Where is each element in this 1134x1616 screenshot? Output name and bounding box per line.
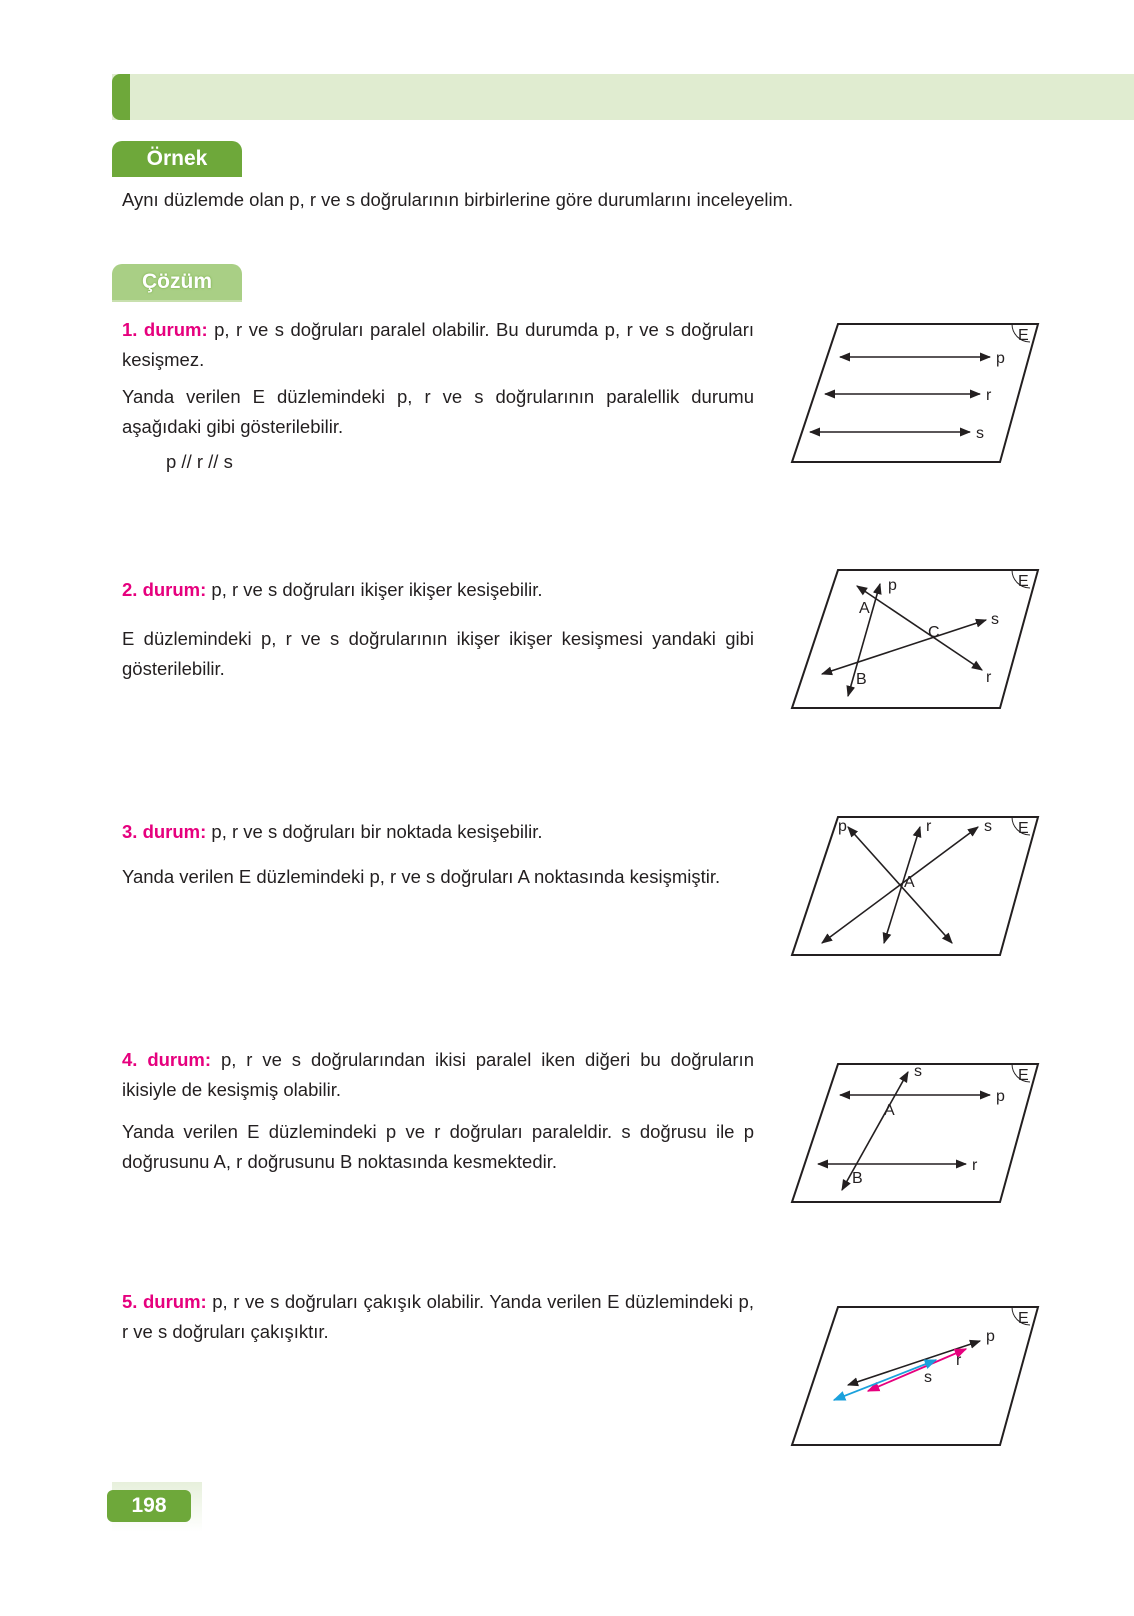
plane-e	[792, 817, 1038, 955]
page-number: 198	[107, 1490, 191, 1522]
line-r-label: r	[986, 387, 992, 404]
header-band-accent	[112, 74, 130, 120]
case-4-text	[122, 1045, 754, 1105]
case-2-text	[122, 575, 754, 605]
line-p-label: p	[996, 1088, 1005, 1105]
line-p-label: p	[838, 818, 847, 835]
figure-case-4	[790, 1062, 1040, 1207]
case-5-text	[122, 1287, 754, 1347]
figure-case-3	[790, 815, 1040, 960]
line-s-label: s	[984, 818, 992, 835]
case-3-statement: p, r ve s doğruları bir noktada kesişebilir.	[206, 821, 543, 842]
line-p-label: p	[986, 1328, 995, 1345]
case-1-description: Yanda verilen E düzlemindeki p, r ve s doğrularının paralellik durumu aşağıdaki gibi gösterilebilir.	[122, 386, 754, 437]
line-r-label: r	[926, 818, 932, 835]
case-5-statement: p, r ve s doğruları çakışık olabilir. Yanda verilen E düzlemindeki p, r ve s doğruları çakışıktır.	[122, 1291, 754, 1342]
line-s-label: s	[914, 1063, 922, 1080]
example-text: Aynı düzlemde olan p, r ve s doğrularının birbirlerine göre durumlarını inceleyelim.	[122, 189, 794, 210]
case-1-notation: p // r // s	[166, 451, 233, 472]
line-s-label: s	[991, 611, 999, 628]
solution-underline	[112, 300, 242, 302]
case-4-label: 4. durum:	[122, 1049, 212, 1070]
point-a-label: A	[884, 1102, 895, 1119]
plane-e	[792, 570, 1038, 708]
case-2-description: E düzlemindeki p, r ve s doğrularının ikişer ikişer kesişmesi yandaki gibi gösterilebilir.	[122, 628, 754, 679]
plane-e-label: E	[1018, 573, 1029, 590]
line-r-label: r	[972, 1157, 978, 1174]
line-s	[822, 620, 986, 674]
plane-e	[792, 1307, 1038, 1445]
plane-e-label: E	[1018, 327, 1029, 344]
line-s-label: s	[976, 425, 984, 442]
header-band	[112, 74, 1134, 120]
plane-e-label: E	[1018, 820, 1029, 837]
example-badge: Örnek	[112, 141, 242, 177]
point-b-label: B	[852, 1170, 863, 1187]
plane-e-label: E	[1018, 1067, 1029, 1084]
case-4-description: Yanda verilen E düzlemindeki p ve r doğruları paraleldir. s doğrusu ile p doğrusunu A, r doğrusunu B noktasında kesmektedir.	[122, 1121, 754, 1172]
case-5-label: 5. durum:	[122, 1291, 207, 1312]
case-1-label: 1. durum:	[122, 319, 208, 340]
case-4-statement: p, r ve s doğrularından ikisi paralel iken diğeri bu doğruların ikisiyle de kesişmiş olabilir.	[122, 1049, 754, 1100]
point-c-label: C	[928, 624, 940, 641]
line-s	[834, 1360, 936, 1400]
line-p-label: p	[888, 577, 897, 594]
case-2-label: 2. durum:	[122, 579, 207, 600]
case-3-label: 3. durum:	[122, 821, 207, 842]
figure-case-1	[790, 322, 1040, 467]
plane-e-label: E	[1018, 1310, 1029, 1327]
point-a-label: A	[904, 874, 915, 891]
case-1-statement: p, r ve s doğruları paralel olabilir. Bu durumda p, r ve s doğruları kesişmez.	[122, 319, 755, 370]
line-r	[868, 1349, 966, 1391]
figure-case-5	[790, 1305, 1040, 1450]
case-3-text	[122, 817, 754, 847]
case-1-text	[122, 315, 754, 375]
figure-case-2	[790, 568, 1040, 713]
line-s-label: s	[924, 1369, 932, 1386]
line-r-label: r	[986, 669, 992, 686]
case-3-description: Yanda verilen E düzlemindeki p, r ve s doğruları A noktasında kesişmiştir.	[122, 866, 721, 887]
plane-e	[792, 1064, 1038, 1202]
line-r-label: r	[956, 1352, 962, 1369]
line-p-label: p	[996, 350, 1005, 367]
point-b-label: B	[856, 671, 867, 688]
point-a-label: A	[859, 600, 870, 617]
solution-badge: Çözüm	[112, 264, 242, 300]
plane-e	[792, 324, 1038, 462]
case-2-statement: p, r ve s doğruları ikişer ikişer kesişebilir.	[206, 579, 543, 600]
line-s	[822, 827, 978, 943]
